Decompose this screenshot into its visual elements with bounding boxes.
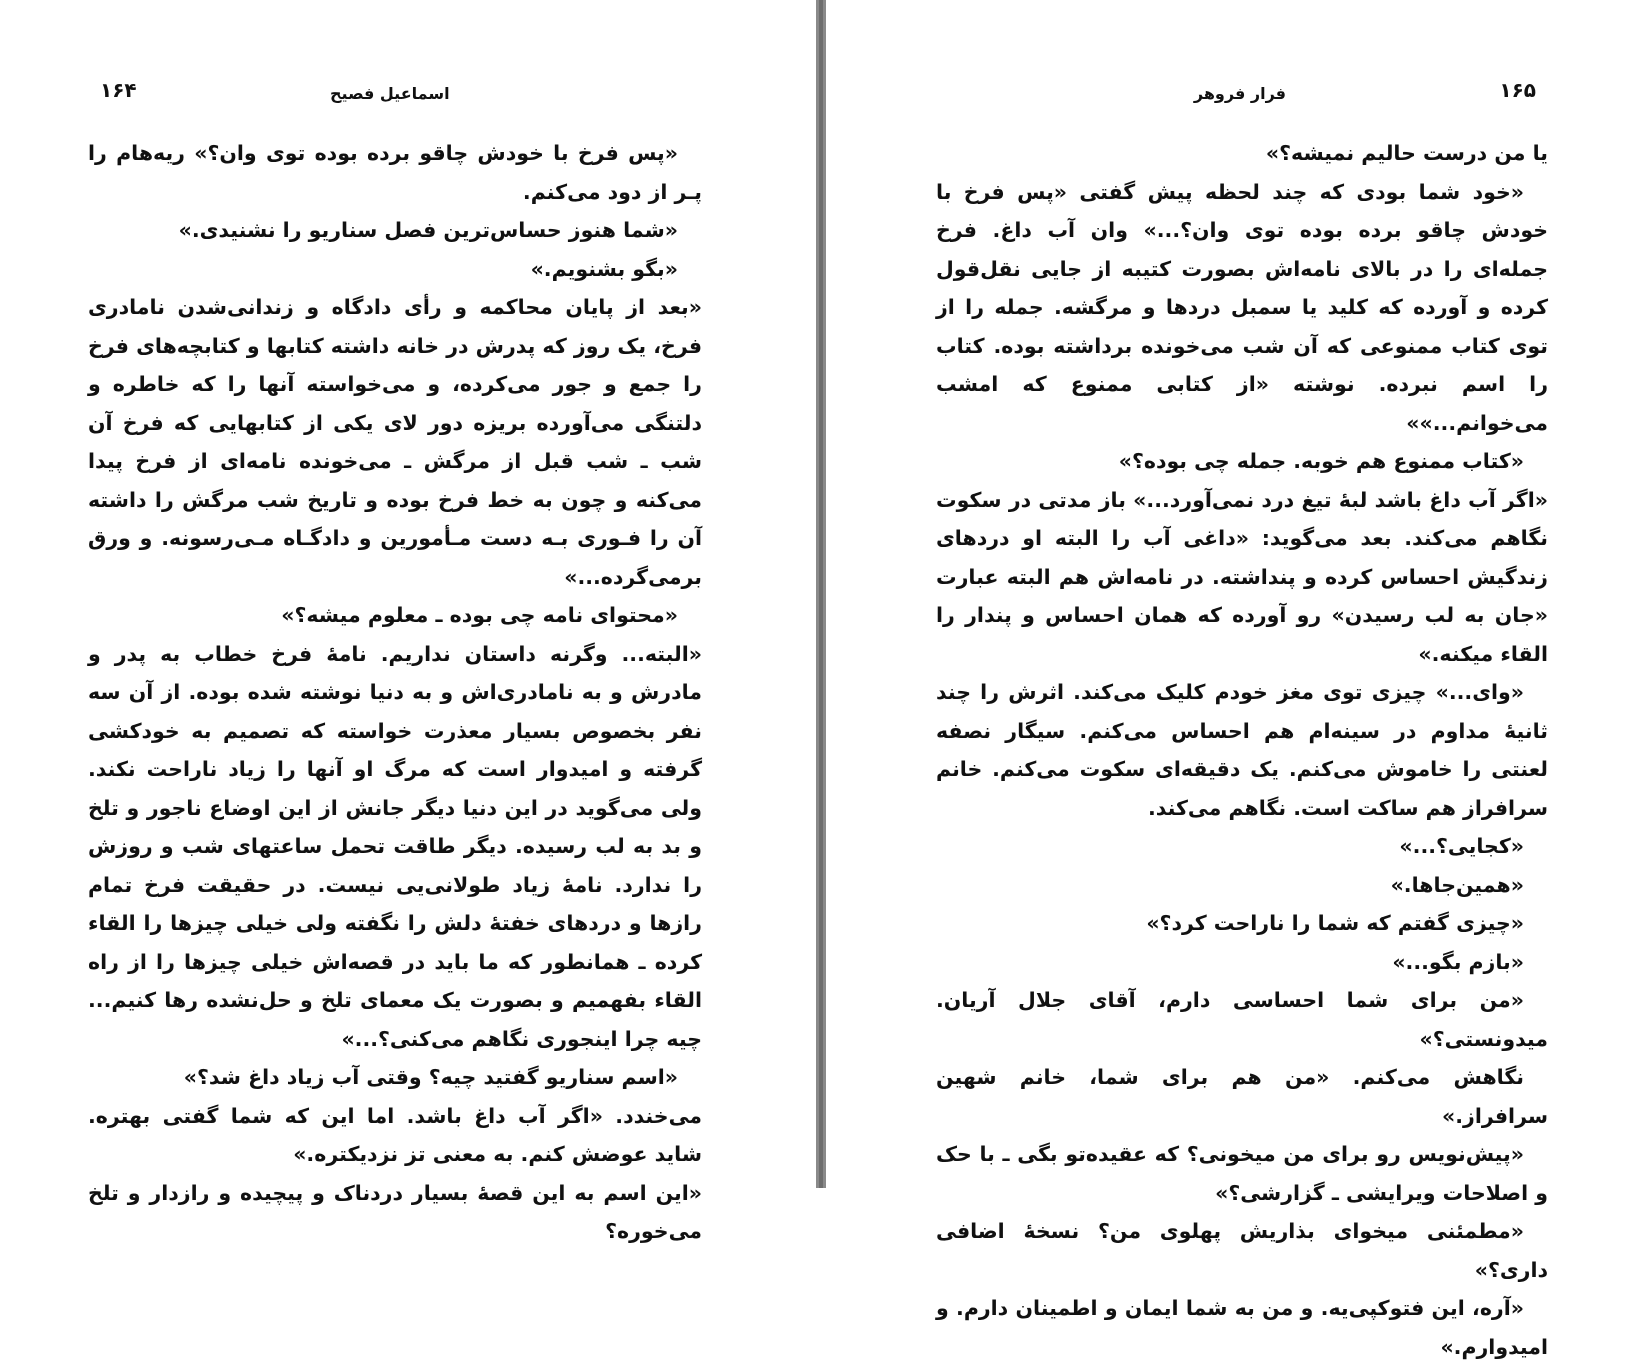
paragraph: «شما هنوز حساس‌ترین فصل سناریو را نشنیدی.» [178, 218, 678, 242]
paragraph: «مطمئنی میخوای بذاریش پهلوی من؟ نسخهٔ اضافی داری؟» [936, 1219, 1548, 1282]
left-page-text [88, 134, 702, 1251]
right-page-text [936, 134, 1548, 1366]
left-page [0, 0, 816, 1243]
paragraph: «پیش‌نویس رو برای من میخونی؟ که عقیده‌تو بگی ـ با حک و اصلاحات ویرایشی ـ گزارشی؟» [936, 1142, 1548, 1205]
paragraph: «اسم سناریو گفتید چیه؟ وقتی آب زیاد داغ شد؟» [183, 1065, 678, 1089]
left-page-number: ۱۶۴ [100, 78, 137, 102]
right-running-title: فرار فروهر [1193, 84, 1286, 103]
right-page-header [936, 78, 1536, 110]
paragraph: «کجایی؟...» [1399, 834, 1524, 858]
paragraph: «همین‌جاها.» [1390, 872, 1524, 897]
paragraph: یا من درست حالیم نمیشه؟» [1265, 141, 1548, 165]
left-running-title: اسماعیل فصیح [330, 84, 450, 103]
paragraph: می‌خندد. «اگر آب داغ باشد. اما این که شما گفتی بهتره. شاید عوضش کنم. به معنی تز نزدیکتره.» [88, 1103, 702, 1166]
paragraph: «وای...» چیزی توی مغز خودم کلیک می‌کند. اثرش را چند ثانیهٔ مداوم در سینه‌ام هم احساس می‌کنم. سیگار نصفه لعنتی را خاموش می‌کنم. یک دقیقه‌ای سکوت می‌کنم. خانم سرافراز هم ساکت است. نگاهم می‌کند. [936, 680, 1548, 820]
right-page-number: ۱۶۵ [1499, 78, 1536, 102]
paragraph: «بازم بگو...» [1392, 949, 1524, 974]
left-page-header [100, 78, 700, 110]
paragraph: «خود شما بودی که چند لحظه پیش گفتی «پس فرخ با خودش چاقو برده بوده توی وان؟...» وان آب داغ. فرخ جمله‌ای را در بالای نامه‌اش بصورت کتیبه از جایی نقل‌قول کرده و آورده که کلید یا سمبل دردها و مرگشه. جمله را از توی کتاب ممنوعی که آن شب می‌خونده برداشته بوده. کتاب را اسم نبرده. نوشته «از کتابی ممنوع که امشب می‌خوانم...»» [936, 179, 1548, 435]
book-gutter [816, 0, 826, 1188]
paragraph: «آره، این فتوکپی‌یه. و من به شما ایمان و اطمینان دارم. و امیدوارم.» [936, 1296, 1548, 1359]
paragraph: «چیزی گفتم که شما را ناراحت کرد؟» [1146, 911, 1524, 935]
paragraph: «پس فرخ با خودش چاقو برده بوده توی وان؟» ریه‌هام را پـر از دود می‌کنم. [88, 141, 702, 204]
paragraph: «البته... وگرنه داستان نداریم. نامهٔ فرخ خطاب به پدر و مادرش و به نامادری‌اش و به دنیا نوشته شده بوده. از آن سه نفر بخصوص بسیار معذرت خواسته که تصمیم به خودکشی گرفته و امیدوار است که مرگ او آنها را زیاد ناراحت نکند. ولی می‌گوید در این دنیا دیگر جانش از این اوضاع ناجور و تلخ و بد به لب رسیده. دیگر طاقت تحمل ساعتهای شب و روزش را ندارد. نامهٔ زیاد طولانی‌یی نیست. در حقیقت فرخ تمام رازها و دردهای خفتهٔ دلش را نگفته ولی خیلی چیزها را القاء کرده ـ همانطور که ما باید در قصه‌اش خیلی چیزها را از راه القاء بفهمیم و بصورت یک معمای تلخ و حل‌نشده رها کنیم... چیه چرا اینجوری نگاهم می‌کنی؟...» [88, 641, 702, 1051]
paragraph: «بگو بشنویم.» [530, 256, 678, 281]
paragraph: نگاهش می‌کنم. «من هم برای شما، خانم شهین سرافراز.» [936, 1065, 1548, 1128]
paragraph: «محتوای نامه چی بوده ـ معلوم میشه؟» [281, 603, 678, 627]
paragraph: «اگر آب داغ باشد لبهٔ تیغ درد نمی‌آورد...» باز مدتی در سکوت نگاهم می‌کند. بعد می‌گوید: «داغی آب را البته او دردهای زندگیش احساس کرده و پنداشته. در نامه‌اش هم البته عبارت «جان به لب رسیدن» رو آورده که همان احساس و پندار را القاء میکنه.» [936, 487, 1548, 666]
right-page [826, 0, 1642, 1359]
paragraph: «من برای شما احساسی دارم، آقای جلال آریان. میدونستی؟» [936, 988, 1548, 1051]
paragraph: «کتاب ممنوع هم خوبه. جمله چی بوده؟» [1118, 449, 1524, 473]
paragraph: «این اسم به این قصهٔ بسیار دردناک و پیچیده و رازدار و تلخ می‌خوره؟ [88, 1180, 702, 1243]
paragraph: «بعد از پایان محاکمه و رأی دادگاه و زندانی‌شدن نامادری فرخ، یک روز که پدرش در خانه داشته کتابها و کتابچه‌های فرخ را جمع و جور می‌کرده، و می‌خواسته آنها را که خاطره و دلتنگی می‌آورده بریزه دور لای یکی از کتابهایی که فرخ آن شب ـ شب قبل از مرگش ـ می‌خونده نامه‌ای از فرخ پیدا می‌کنه و چون به خط فرخ بوده و تاریخ شب مرگش را داشته آن را فـوری بـه دست مـأمورین و دادگـاه مـی‌رسونه. و ورق برمی‌گرده...» [88, 295, 702, 589]
